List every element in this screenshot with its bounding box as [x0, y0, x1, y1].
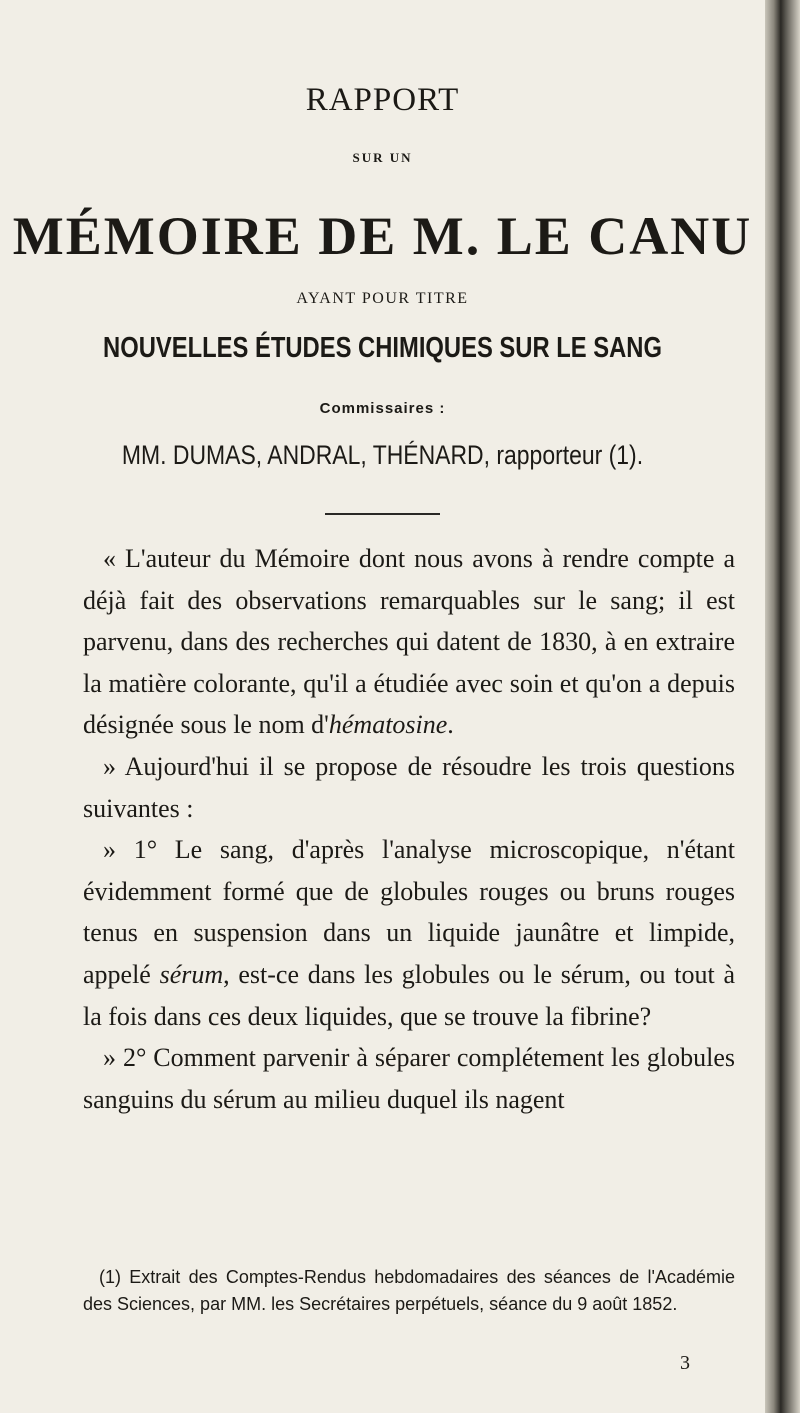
footnote — [83, 1264, 735, 1318]
heading-memoire: MÉMOIRE DE M. LE CANU — [12, 206, 753, 266]
p1-italic: hématosine — [328, 710, 448, 740]
commissaires-label: Commissaires : — [319, 400, 446, 417]
book-gutter — [765, 0, 800, 1413]
paragraph-3 — [83, 829, 735, 1037]
page-number: 3 — [680, 1352, 690, 1374]
divider-rule — [325, 513, 440, 515]
commissaires-names: MM. DUMAS, ANDRAL, THÉNARD, rapporteur (1). — [121, 440, 644, 470]
p1-text: « L'auteur du Mémoire dont nous avons à rendre compte a déjà fait des observations remarquables sur le sang; il est parvenu, dans des recherches qui datent de 1830, à en extraire la matière colorante, qu'il a étudiée avec soin et qu'on a depuis désignée sous le nom d' — [83, 544, 735, 740]
footnote-text: (1) Extrait des Comptes-Rendus hebdomadaires des séances de l'Académie des Sciences, par MM. les Secrétaires perpétuels, séance du 9 août 1852. — [83, 1267, 735, 1314]
paragraph-4: » 2° Comment parvenir à séparer complétement les globules sanguins du sérum au milieu duquel ils nagent — [83, 1043, 735, 1114]
body-text — [83, 538, 735, 1120]
p3-italic: sérum — [159, 959, 224, 989]
paragraph-2: » Aujourd'hui il se propose de résoudre les trois questions suivantes : — [83, 751, 735, 823]
heading-rapport: RAPPORT — [305, 82, 460, 118]
p3-end: , est-ce dans les globules ou le sérum, ou tout à la fois dans ces deux liquides, que se trouve la fibrine? — [83, 959, 735, 1031]
paragraph-1 — [83, 538, 735, 746]
heading-ayant-pour-titre: AYANT POUR TITRE — [296, 290, 469, 307]
heading-sur-un: SUR UN — [352, 150, 413, 165]
p3-text: » 1° Le sang, d'après l'analyse microscopique, n'étant évidemment formé que de globules rouges ou bruns rouges tenus en suspension dans un liquide jaunâtre et limpide, appelé — [83, 835, 735, 989]
heading-title: NOUVELLES ÉTUDES CHIMIQUES SUR LE SANG — [103, 332, 662, 364]
p1-end: . — [447, 710, 454, 740]
